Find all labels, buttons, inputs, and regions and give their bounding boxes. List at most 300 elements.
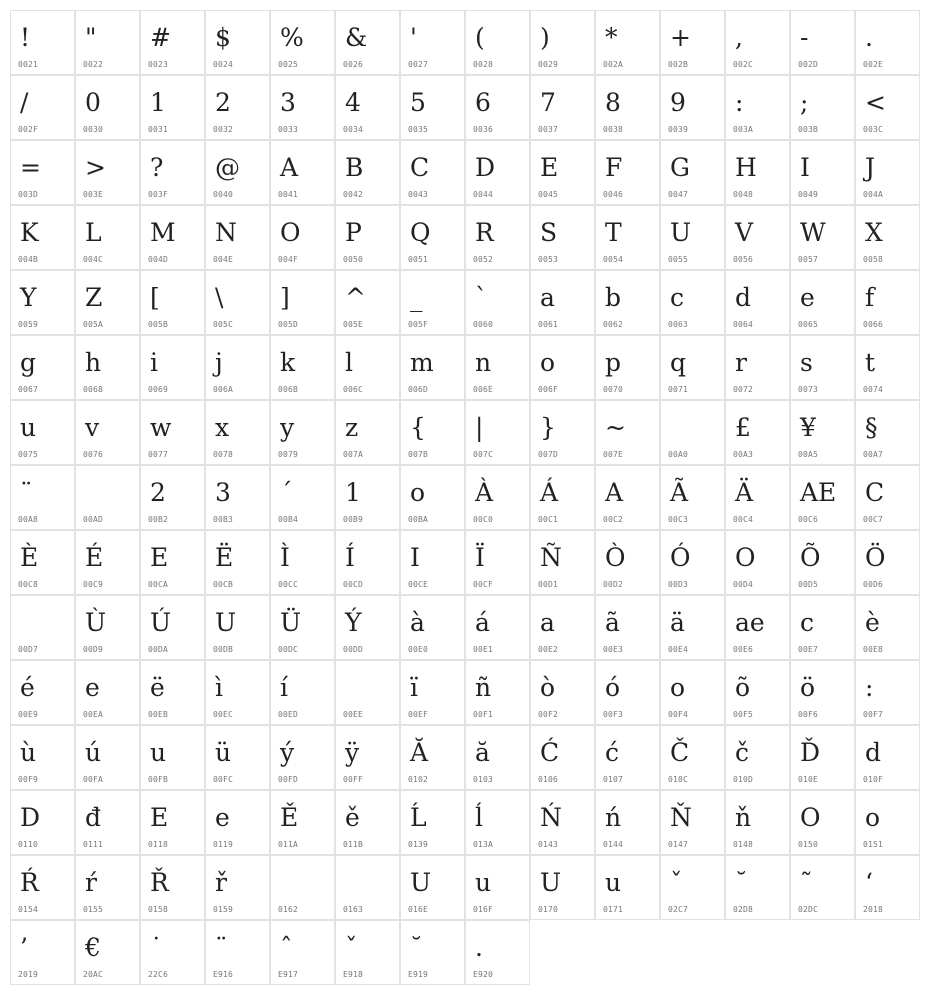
glyph-character: Õ [800,543,821,572]
glyph-character: À [475,478,494,507]
glyph-cell [205,465,270,530]
glyph-codepoint: 0028 [473,60,494,69]
glyph-character: U [670,218,692,247]
glyph-character: z [345,413,359,442]
glyph-cell [660,335,725,400]
glyph-cell [465,335,530,400]
glyph-cell [140,530,205,595]
glyph-cell [270,530,335,595]
glyph-codepoint: 002A [603,60,624,69]
glyph-character: M [150,218,176,247]
glyph-character: K [20,218,39,247]
glyph-character: ã [605,608,620,637]
glyph-cell [725,140,790,205]
glyph-character: É [85,543,104,572]
glyph-codepoint: 22C6 [148,970,169,979]
glyph-character: | [475,413,484,442]
glyph-character: ´ [280,478,293,507]
glyph-codepoint: 006A [213,385,234,394]
glyph-character: T [605,218,622,247]
glyph-cell [465,205,530,270]
glyph-character: l [345,348,353,377]
glyph-character: 3 [215,478,231,507]
glyph-cell [75,595,140,660]
glyph-codepoint: 00EC [213,710,234,719]
glyph-cell [400,270,465,335]
glyph-cell [10,465,75,530]
glyph-character: õ [735,673,751,702]
glyph-character: H [735,153,757,182]
glyph-character: U [410,868,432,897]
glyph-cell [75,790,140,855]
glyph-codepoint: E919 [408,970,429,979]
glyph-cell [10,530,75,595]
glyph-cell [205,270,270,335]
glyph-character: ¥ [800,413,816,442]
glyph-character: ae [735,608,765,637]
glyph-codepoint: 0038 [603,125,624,134]
glyph-character: ‘ [865,868,873,897]
glyph-cell [790,270,855,335]
glyph-codepoint: 00F9 [18,775,39,784]
glyph-character: I [410,543,420,572]
glyph-codepoint: 0033 [278,125,299,134]
glyph-cell [595,400,660,465]
glyph-cell [465,595,530,660]
glyph-character: ý [280,738,295,767]
glyph-cell [660,790,725,855]
glyph-codepoint: 007B [408,450,429,459]
glyph-cell [465,75,530,140]
glyph-character: ă [475,738,490,767]
glyph-codepoint: 00A8 [18,515,39,524]
glyph-cell [140,140,205,205]
glyph-codepoint: 00B4 [278,515,299,524]
glyph-codepoint: 00FC [213,775,234,784]
glyph-character: č [735,738,750,767]
glyph-cell [75,10,140,75]
glyph-character: ř [215,868,227,897]
glyph-codepoint: 00E2 [538,645,559,654]
glyph-codepoint: 0056 [733,255,754,264]
glyph-cell [10,725,75,790]
glyph-cell [530,140,595,205]
glyph-cell [465,270,530,335]
glyph-character: Í [345,543,355,572]
glyph-character: 5 [410,88,426,117]
glyph-codepoint: 0029 [538,60,559,69]
glyph-character: < [865,88,886,117]
glyph-codepoint: 0118 [148,840,169,849]
glyph-cell [335,660,400,725]
glyph-character: : [865,673,874,702]
glyph-character: d [865,738,882,767]
glyph-cell [530,790,595,855]
glyph-cell [725,335,790,400]
glyph-codepoint: 0065 [798,320,819,329]
glyph-codepoint: 0035 [408,125,429,134]
glyph-character: ' [410,23,417,52]
glyph-codepoint: 0079 [278,450,299,459]
glyph-character: ˜ [800,868,813,897]
glyph-codepoint: 0039 [668,125,689,134]
glyph-character: a [540,283,555,312]
glyph-cell [75,400,140,465]
glyph-cell [790,140,855,205]
glyph-codepoint: 00B3 [213,515,234,524]
glyph-character: % [280,23,304,52]
glyph-codepoint: 0052 [473,255,494,264]
glyph-cell [660,75,725,140]
glyph-cell [75,335,140,400]
glyph-codepoint: 00CF [473,580,494,589]
glyph-cell [790,595,855,660]
glyph-cell [725,10,790,75]
glyph-codepoint: 0045 [538,190,559,199]
glyph-cell [270,400,335,465]
glyph-cell [140,205,205,270]
glyph-codepoint: 0034 [343,125,364,134]
glyph-codepoint: 00D6 [863,580,884,589]
glyph-cell [725,660,790,725]
glyph-codepoint: 00C2 [603,515,624,524]
glyph-character: ó [605,673,621,702]
glyph-cell [205,400,270,465]
glyph-cell [270,75,335,140]
glyph-cell [75,855,140,920]
glyph-character: n [475,348,492,377]
glyph-codepoint: 00EE [343,710,364,719]
glyph-cell [400,400,465,465]
glyph-codepoint: 005D [278,320,299,329]
glyph-character: 7 [540,88,556,117]
glyph-codepoint: 004D [148,255,169,264]
glyph-character: 0 [85,88,101,117]
glyph-codepoint: 0061 [538,320,559,329]
glyph-character: G [670,153,690,182]
glyph-cell [530,595,595,660]
glyph-cell [530,660,595,725]
glyph-cell [530,335,595,400]
glyph-cell [335,335,400,400]
glyph-codepoint: 0170 [538,905,559,914]
glyph-codepoint: 00C6 [798,515,819,524]
glyph-cell [75,530,140,595]
glyph-cell [725,400,790,465]
glyph-codepoint: 00A0 [668,450,689,459]
glyph-cell [400,530,465,595]
glyph-codepoint: 007E [603,450,624,459]
glyph-codepoint: 004E [213,255,234,264]
glyph-character: 3 [280,88,296,117]
glyph-codepoint: 00D5 [798,580,819,589]
glyph-character: Ì [280,543,290,572]
glyph-character: / [20,88,29,117]
glyph-codepoint: 00D4 [733,580,754,589]
glyph-character: D [475,153,496,182]
glyph-codepoint: 00C0 [473,515,494,524]
glyph-cell [530,855,595,920]
glyph-codepoint: 00FA [83,775,104,784]
glyph-cell [400,725,465,790]
glyph-cell [725,75,790,140]
glyph-character: . [865,23,873,52]
glyph-codepoint: 006B [278,385,299,394]
glyph-cell [10,335,75,400]
glyph-character: u [20,413,37,442]
glyph-codepoint: 0051 [408,255,429,264]
glyph-codepoint: 00B9 [343,515,364,524]
glyph-cell [660,855,725,920]
glyph-cell [75,660,140,725]
glyph-cell [270,725,335,790]
glyph-character: Ă [410,738,429,767]
glyph-cell [855,205,920,270]
glyph-cell [530,465,595,530]
glyph-codepoint: 00A3 [733,450,754,459]
glyph-codepoint: 0026 [343,60,364,69]
glyph-character: Ý [345,608,362,637]
glyph-codepoint: 00C3 [668,515,689,524]
glyph-cell [790,530,855,595]
glyph-codepoint: 0103 [473,775,494,784]
glyph-codepoint: 00F7 [863,710,884,719]
glyph-codepoint: 00D1 [538,580,559,589]
glyph-codepoint: 0062 [603,320,624,329]
glyph-codepoint: 0155 [83,905,104,914]
glyph-cell [855,595,920,660]
glyph-codepoint: 00E0 [408,645,429,654]
glyph-cell [465,660,530,725]
glyph-character: , [735,23,743,52]
glyph-character: ě [345,803,360,832]
glyph-codepoint: 0040 [213,190,234,199]
glyph-character: ü [215,738,232,767]
glyph-character: U [215,608,237,637]
glyph-codepoint: 00BA [408,515,429,524]
glyph-codepoint: 00EA [83,710,104,719]
glyph-character: ň [735,803,752,832]
glyph-cell [790,10,855,75]
glyph-character: ¨ [20,478,33,507]
glyph-codepoint: 0147 [668,840,689,849]
glyph-cell [465,725,530,790]
glyph-codepoint: 00E4 [668,645,689,654]
glyph-cell [335,790,400,855]
glyph-codepoint: 0041 [278,190,299,199]
glyph-character: ! [20,23,31,52]
glyph-character: é [20,673,35,702]
glyph-codepoint: 0148 [733,840,754,849]
glyph-codepoint: 00ED [278,710,299,719]
glyph-codepoint: 0159 [213,905,234,914]
glyph-cell [465,140,530,205]
glyph-cell [75,75,140,140]
glyph-codepoint: 002C [733,60,754,69]
glyph-codepoint: E920 [473,970,494,979]
glyph-codepoint: 00C8 [18,580,39,589]
glyph-cell [335,530,400,595]
glyph-cell [205,790,270,855]
glyph-cell [595,335,660,400]
glyph-cell [660,400,725,465]
glyph-codepoint: 00E8 [863,645,884,654]
glyph-codepoint: 0031 [148,125,169,134]
glyph-cell [530,400,595,465]
glyph-cell [75,920,140,985]
glyph-character: ` [475,283,488,312]
glyph-cell [205,530,270,595]
glyph-character: A [605,478,624,507]
glyph-cell [530,10,595,75]
glyph-character: Ř [150,868,169,897]
glyph-cell [855,465,920,530]
glyph-character: t [865,348,876,377]
glyph-character: ì [215,673,223,702]
glyph-character: ú [85,738,102,767]
glyph-codepoint: 0057 [798,255,819,264]
glyph-codepoint: 004F [278,255,299,264]
glyph-cell [10,205,75,270]
glyph-cell [335,10,400,75]
glyph-codepoint: 010C [668,775,689,784]
glyph-character: ¨ [215,933,228,962]
glyph-cell [270,920,335,985]
glyph-cell [75,270,140,335]
glyph-cell [335,270,400,335]
glyph-character: ] [280,283,290,312]
glyph-codepoint: 00C4 [733,515,754,524]
glyph-cell [10,790,75,855]
glyph-character: } [540,413,556,442]
glyph-character: k [280,348,296,377]
glyph-cell [270,855,335,920]
glyph-cell [10,920,75,985]
glyph-character: Ď [800,738,821,767]
glyph-cell [595,660,660,725]
glyph-cell [140,855,205,920]
glyph-character: đ [85,803,102,832]
glyph-cell [140,660,205,725]
glyph-cell [595,855,660,920]
glyph-codepoint: 00A7 [863,450,884,459]
glyph-codepoint: 02DC [798,905,819,914]
glyph-character: 1 [150,88,166,117]
glyph-character: § [865,413,878,442]
glyph-codepoint: 002F [18,125,39,134]
glyph-cell [75,465,140,530]
glyph-codepoint: 00CD [343,580,364,589]
glyph-cell [855,790,920,855]
glyph-character: Ĺ [410,803,427,832]
glyph-cell [595,205,660,270]
glyph-codepoint: 00DA [148,645,169,654]
glyph-codepoint: 0106 [538,775,559,784]
glyph-cell [140,725,205,790]
glyph-cell [725,270,790,335]
glyph-codepoint: 00D9 [83,645,104,654]
glyph-codepoint: 0163 [343,905,364,914]
glyph-cell [725,725,790,790]
glyph-character: X [865,218,883,247]
glyph-character: Ä [735,478,754,507]
glyph-character: 6 [475,88,491,117]
glyph-cell [205,660,270,725]
glyph-cell [660,270,725,335]
glyph-cell [595,465,660,530]
glyph-character: - [800,23,809,52]
glyph-codepoint: 00F3 [603,710,624,719]
glyph-codepoint: 0024 [213,60,234,69]
glyph-character: £ [735,413,751,442]
glyph-cell [10,595,75,660]
glyph-character: a [540,608,555,637]
glyph-character: È [20,543,39,572]
glyph-codepoint: 00DC [278,645,299,654]
glyph-cell [400,790,465,855]
glyph-character: AE [800,478,837,507]
glyph-codepoint: 005B [148,320,169,329]
glyph-codepoint: 003C [863,125,884,134]
glyph-character: ć [605,738,620,767]
glyph-codepoint: 00F1 [473,710,494,719]
glyph-codepoint: 0143 [538,840,559,849]
glyph-cell [270,595,335,660]
glyph-character: P [345,218,362,247]
glyph-character: è [865,608,880,637]
glyph-codepoint: 004B [18,255,39,264]
glyph-cell [400,10,465,75]
glyph-cell [205,140,270,205]
glyph-character: c [800,608,815,637]
glyph-cell [270,465,335,530]
glyph-cell [75,205,140,270]
glyph-cell [400,595,465,660]
glyph-cell [10,140,75,205]
glyph-character: Y [20,283,37,312]
glyph-cell [400,75,465,140]
glyph-character: ; [800,88,809,117]
glyph-character: S [540,218,558,247]
glyph-cell [530,75,595,140]
glyph-cell [400,920,465,985]
glyph-codepoint: 005F [408,320,429,329]
glyph-codepoint: 00E1 [473,645,494,654]
glyph-character: U [540,868,562,897]
glyph-character: 2 [150,478,166,507]
glyph-character: u [475,868,492,897]
glyph-character: ï [410,673,418,702]
glyph-cell [855,530,920,595]
glyph-cell [855,400,920,465]
glyph-cell [855,10,920,75]
glyph-cell [205,920,270,985]
glyph-character: E [150,803,169,832]
glyph-character: Ï [475,543,485,572]
glyph-character: Ò [605,543,626,572]
glyph-cell [595,790,660,855]
glyph-cell [75,140,140,205]
glyph-cell [725,790,790,855]
glyph-cell [140,75,205,140]
glyph-codepoint: 00F6 [798,710,819,719]
glyph-character: u [150,738,167,767]
glyph-codepoint: 004C [83,255,104,264]
glyph-character: d [735,283,752,312]
glyph-character: m [410,348,434,377]
glyph-codepoint: 0030 [83,125,104,134]
glyph-cell [465,400,530,465]
